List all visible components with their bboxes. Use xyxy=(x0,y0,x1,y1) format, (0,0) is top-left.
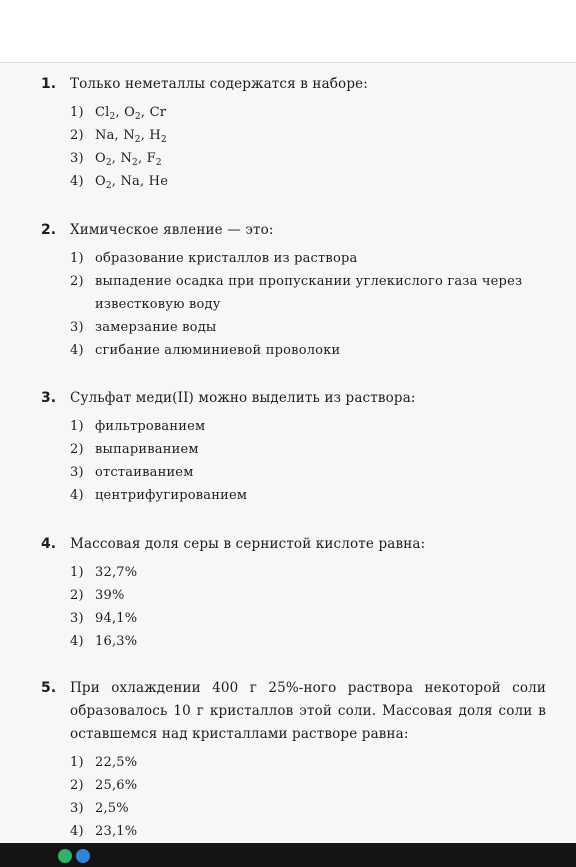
option-text: фильтрованием xyxy=(95,419,206,434)
option-formula xyxy=(95,105,166,120)
option[interactable] xyxy=(70,630,550,653)
option[interactable] xyxy=(70,797,550,820)
question-text: Химическое явление — это: xyxy=(70,222,274,238)
option[interactable] xyxy=(70,101,550,124)
formula-text: , F xyxy=(137,151,156,166)
option-number: 1) xyxy=(70,251,84,266)
option-number: 4) xyxy=(70,174,84,189)
option-text: замерзание воды xyxy=(95,320,217,335)
option-text: сгибание алюминиевой проволоки xyxy=(95,343,341,358)
question-text: Сульфат меди(II) можно выделить из раствора: xyxy=(70,390,416,406)
option-number: 3) xyxy=(70,801,84,816)
option-text: выпариванием xyxy=(95,442,199,457)
option-number: 1) xyxy=(70,105,84,120)
option[interactable] xyxy=(70,607,550,630)
green-app-icon[interactable] xyxy=(58,849,72,863)
option-text: 23,1% xyxy=(95,824,138,839)
question-number: 1. xyxy=(41,76,57,92)
question-number: 5. xyxy=(41,680,57,696)
option-text: выпадение осадка при пропускании углекислого газа через известковую воду xyxy=(95,274,523,312)
option-number: 4) xyxy=(70,488,84,503)
option[interactable] xyxy=(70,415,550,438)
option-text: 39% xyxy=(95,588,125,603)
option-list xyxy=(70,415,550,507)
subscript: 2 xyxy=(160,135,167,145)
option-number: 3) xyxy=(70,611,84,626)
formula-text: O xyxy=(95,174,106,189)
question-text: Массовая доля серы в сернистой кислоте равна: xyxy=(70,536,426,552)
subscript: 2 xyxy=(134,135,141,145)
option-text: 32,7% xyxy=(95,565,138,580)
subscript: 2 xyxy=(105,158,112,168)
option[interactable] xyxy=(70,820,550,843)
subscript: 2 xyxy=(105,181,112,191)
question-number: 2. xyxy=(41,222,57,238)
option[interactable] xyxy=(70,438,550,461)
option-number: 2) xyxy=(70,128,84,143)
option-number: 2) xyxy=(70,442,84,457)
option[interactable] xyxy=(70,247,550,270)
question-text: При охлаждении 400 г 25%-ного раствора некоторой соли образовалось 10 г кристаллов этой соли. Массовая доля соли в оставшемся над кристаллами растворе равна: xyxy=(70,680,546,742)
subscript: 2 xyxy=(132,158,138,168)
question-number: 3. xyxy=(41,390,57,406)
option-text: образование кристаллов из раствора xyxy=(95,251,358,266)
option[interactable] xyxy=(70,561,550,584)
option-number: 1) xyxy=(70,565,84,580)
formula-text: , Na, He xyxy=(111,174,169,189)
subscript: 2 xyxy=(155,158,162,168)
blue-app-icon[interactable] xyxy=(76,849,90,863)
option-number: 1) xyxy=(70,419,84,434)
option[interactable] xyxy=(70,461,550,484)
option-number: 3) xyxy=(70,151,84,166)
option[interactable] xyxy=(70,270,543,316)
formula-text: Cl xyxy=(95,105,110,120)
option-number: 2) xyxy=(70,588,84,603)
option-number: 2) xyxy=(70,778,84,793)
option-text: 2,5% xyxy=(95,801,129,816)
option-number: 4) xyxy=(70,824,84,839)
option[interactable] xyxy=(70,170,550,193)
option[interactable] xyxy=(70,147,550,170)
option-formula xyxy=(95,174,168,189)
option-list xyxy=(70,751,550,843)
question-text: Только неметаллы содержатся в наборе: xyxy=(70,76,368,92)
option-text: 16,3% xyxy=(95,634,138,649)
option[interactable] xyxy=(70,751,550,774)
option[interactable] xyxy=(70,774,550,797)
subscript: 2 xyxy=(134,112,141,122)
subscript: 2 xyxy=(109,112,116,122)
formula-text: , Cr xyxy=(140,105,167,120)
option-number: 1) xyxy=(70,755,84,770)
option[interactable] xyxy=(70,484,550,507)
option-text: центрифугированием xyxy=(95,488,248,503)
worksheet-page xyxy=(0,63,576,843)
formula-text: Na, N xyxy=(95,128,135,143)
option-formula xyxy=(95,151,162,166)
option-text: 25,6% xyxy=(95,778,138,793)
formula-text: , H xyxy=(140,128,161,143)
option-number: 4) xyxy=(70,634,84,649)
option[interactable] xyxy=(70,584,550,607)
option-formula xyxy=(95,128,167,143)
option-list xyxy=(70,561,550,653)
option-number: 4) xyxy=(70,343,84,358)
formula-text: O xyxy=(95,151,106,166)
bottom-dock xyxy=(0,843,576,867)
option[interactable] xyxy=(70,316,550,339)
top-toolbar xyxy=(0,0,576,63)
formula-text: , O xyxy=(115,105,135,120)
option-number: 2) xyxy=(70,274,84,289)
option-text: 22,5% xyxy=(95,755,138,770)
option-text: 94,1% xyxy=(95,611,138,626)
option[interactable] xyxy=(70,339,550,362)
option-number: 3) xyxy=(70,465,84,480)
formula-text: , N xyxy=(111,151,133,166)
option-list xyxy=(70,247,550,362)
question-number: 4. xyxy=(41,536,57,552)
option-number: 3) xyxy=(70,320,84,335)
option-text: отстаиванием xyxy=(95,465,194,480)
option-list xyxy=(70,101,550,193)
option[interactable] xyxy=(70,124,550,147)
